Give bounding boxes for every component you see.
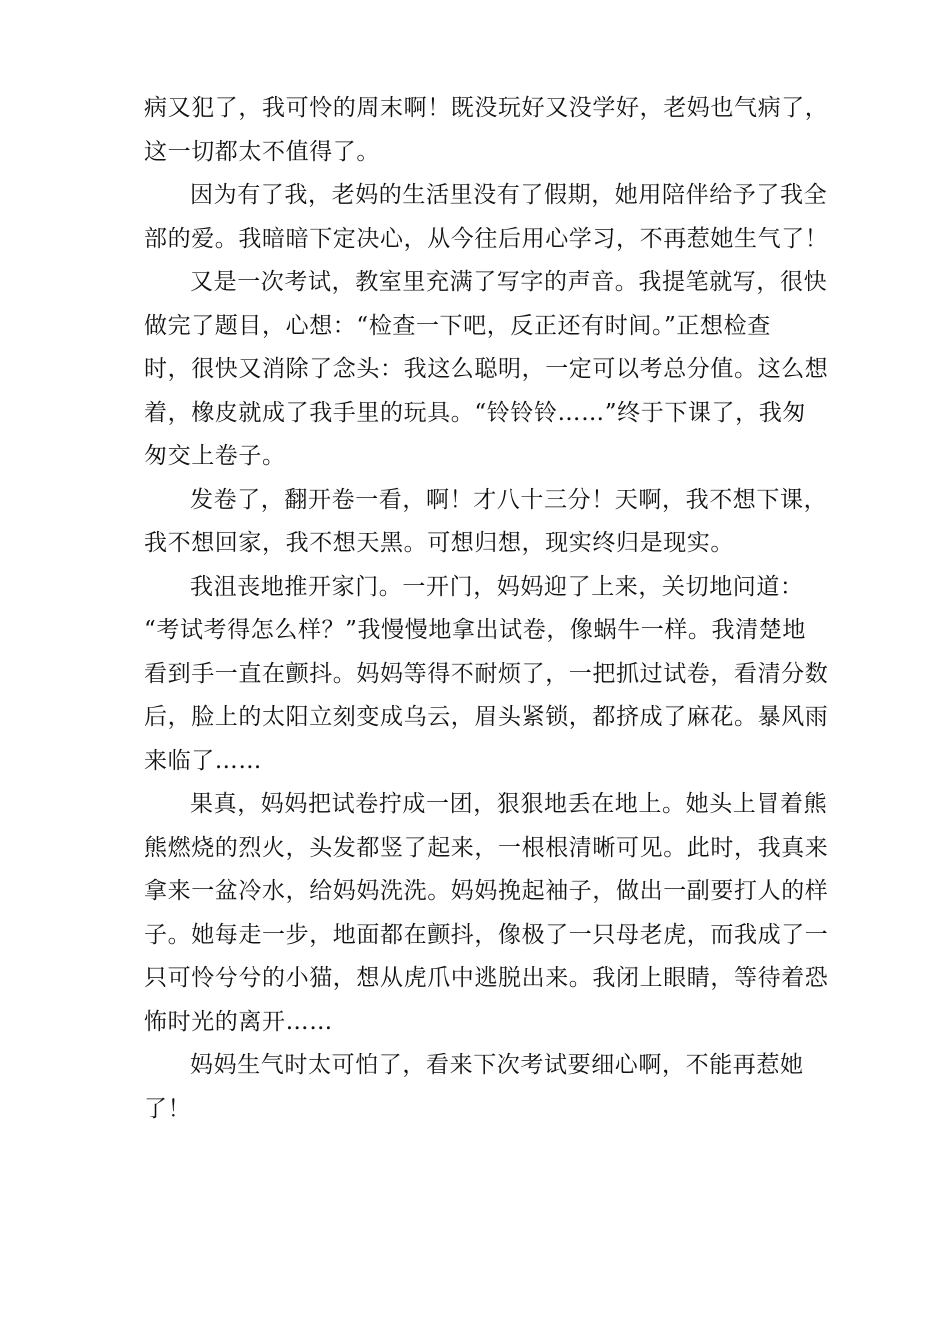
text-line: 后，脸上的太阳立刻变成乌云，眉头紧锁，都挤成了麻花。暴风雨 <box>144 704 829 730</box>
text-line: 因为有了我，老妈的生活里没有了假期，她用陪伴给予了我全 <box>190 182 828 208</box>
paragraph <box>144 1044 804 1131</box>
text-line: 又是一次考试，教室里充满了写字的声音。我提笔就写，很快 <box>190 269 828 295</box>
paragraph <box>144 174 829 261</box>
text-line: 这一切都太不值得了。 <box>144 138 380 165</box>
text-line: 病又犯了，我可怜的周末啊！既没玩好又没学好，老妈也气病了， <box>144 95 829 121</box>
text-line: 子。她每走一步，地面都在颤抖，像极了一只母老虎，而我成了一 <box>144 921 829 948</box>
text-line: 熊燃烧的烈火，头发都竖了起来，一根根清晰可见。此时，我真来 <box>144 834 829 861</box>
text-line: 来临了…… <box>144 747 262 774</box>
text-line: 部的爱。我暗暗下定决心，从今往后用心学习，不再惹她生气了！ <box>144 225 829 252</box>
text-line: 妈妈生气时太可怕了，看来下次考试要细心啊，不能再惹她 <box>190 1052 804 1078</box>
text-line: 我沮丧地推开家门。一开门，妈妈迎了上来，关切地问道： <box>190 573 804 600</box>
text-line: “考试考得怎么样？”我慢慢地拿出试卷，像蜗牛一样。我清楚地 <box>144 617 806 643</box>
paragraph <box>144 783 829 1044</box>
text-line: 着，橡皮就成了我手里的玩具。“铃铃铃……”终于下课了，我匆 <box>144 399 806 426</box>
text-line: 发卷了，翻开卷一看，啊！才八十三分！天啊，我不想下课， <box>190 486 828 513</box>
text-line: 果真，妈妈把试卷拧成一团，狠狠地丢在地上。她头上冒着熊 <box>190 791 828 817</box>
text-line: 匆交上卷子。 <box>144 443 286 469</box>
text-line: 只可怜兮兮的小猫，想从虎爪中逃脱出来。我闭上眼睛，等待着恐 <box>144 965 829 991</box>
paragraph <box>144 566 829 784</box>
text-line: 我不想回家，我不想天黑。可想归想，现实终归是现实。 <box>144 530 734 556</box>
text-line: 怖时光的离开…… <box>144 1008 333 1035</box>
essay-body <box>144 87 829 1131</box>
paragraph <box>144 87 829 174</box>
text-line: 看到手一直在颤抖。妈妈等得不耐烦了，一把抓过试卷，看清分数 <box>144 660 829 687</box>
text-line: 做完了题目，心想：“检查一下吧，反正还有时间。”正想检查 <box>144 312 771 339</box>
text-line: 拿来一盆冷水，给妈妈洗洗。妈妈挽起袖子，做出一副要打人的样 <box>144 878 829 904</box>
text-line: 时，很快又消除了念头：我这么聪明，一定可以考总分值。这么想 <box>144 356 829 382</box>
text-line: 了！ <box>144 1095 192 1122</box>
paragraph <box>144 261 829 479</box>
paragraph <box>144 479 828 566</box>
